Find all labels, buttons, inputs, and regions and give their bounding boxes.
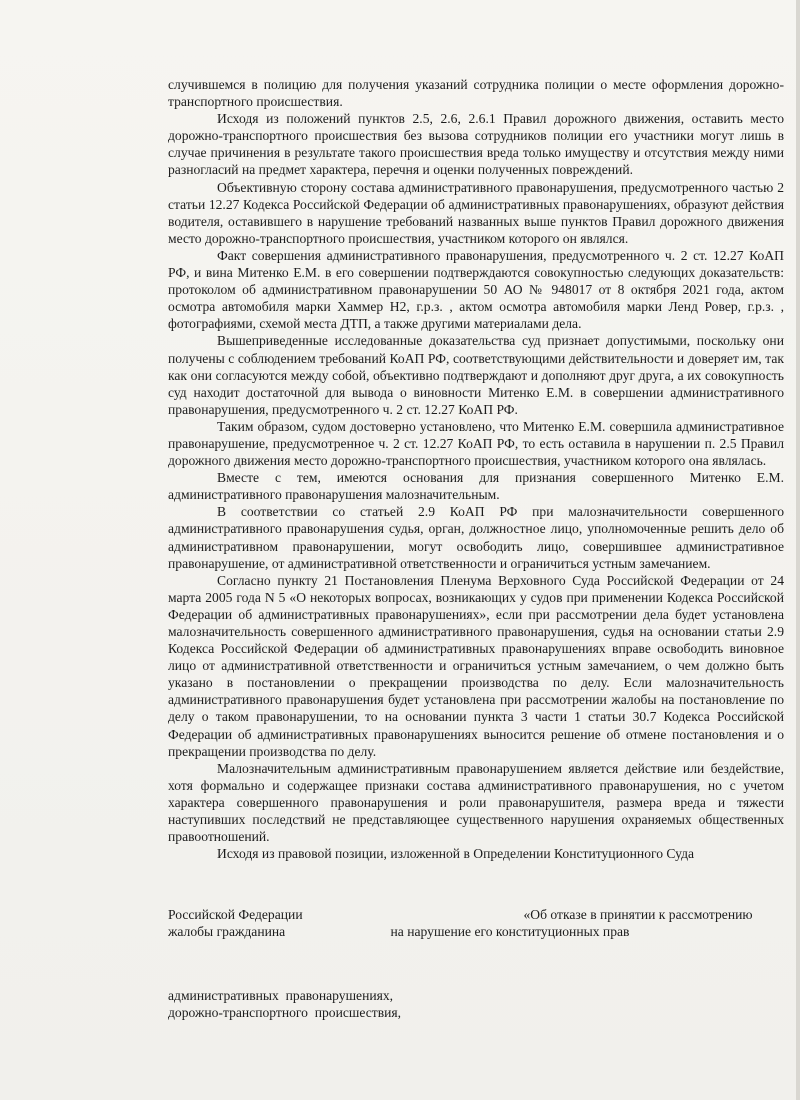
text-fragment-1: Российской Федерации «Об отказе в принятии к рассмотрению xyxy=(168,907,753,922)
document-body xyxy=(168,76,784,862)
text-fragment-4: дорожно-транспортного происшествия, xyxy=(168,1005,402,1020)
paragraph: случившемся в полицию для получения указаний сотрудника полиции о месте оформления дорожно-транспортного происшествия. xyxy=(168,77,784,110)
text-fragment-2: жалобы гражданина на нарушение его конституционных прав xyxy=(168,924,630,939)
paragraph: Малозначительным административным правонарушением является действие или бездействие, хотя формально и содержащее признаки состава административного правонарушения, но с учетом характера совершенного правонарушения и роли правонарушителя, размера вреда и тяжести наступивших последствий не представляющее существенного нарушения охраняемых общественных правоотношений. xyxy=(168,760,784,845)
paragraph: Таким образом, судом достоверно установлено, что Митенко Е.М. совершила административное правонарушение, предусмотренное ч. 2 ст. 12.27 КоАП РФ, то есть оставила в нарушении п. 2.5 Правил дорожного движения место дорожно-транспортного происшествия, участником которого она являлась. xyxy=(168,418,784,469)
paragraph: Согласно пункту 21 Постановления Пленума Верховного Суда Российской Федерации от 24 марта 2005 года N 5 «О некоторых вопросах, возникающих у судов при применении Кодекса Российской Федерации об административных правонарушениях», если при рассмотрении дела будет установлена малозначительность совершенного административного правонарушения, судья на основании статьи 2.9 Кодекса Российской Федерации об административных правонарушениях вправе освободить виновное лицо от административной ответственности и ограничиться устным замечанием, о чем должно быть указано в постановлении о прекращении производства по делу. Если малозначительность административного правонарушения будет установлена при рассмотрении жалобы на постановление по делу о таком правонарушении, то на основании пункта 3 части 1 статьи 30.7 Кодекса Российской Федерации об административных правонарушениях выносится решение об отмене постановления и о прекращении производства по делу. xyxy=(168,572,784,759)
page-edge xyxy=(796,0,800,1100)
paragraph: Вместе с тем, имеются основания для признания совершенного Митенко Е.М. административного правонарушения малозначительным. xyxy=(168,470,784,503)
paragraph: Исходя из правовой позиции, изложенной в Определении Конституционного Суда xyxy=(217,846,695,862)
paragraph: Исходя из положений пунктов 2.5, 2.6, 2.6.1 Правил дорожного движения, оставить место дорожно-транспортного происшествия без вызова сотрудников полиции его участники могут лишь в случае причинения в результате такого происшествия вреда только имуществу и отсутствия между ними разногласий на предмет характера, перечня и оценки полученных повреждений. xyxy=(168,111,784,178)
paragraph: Объективную сторону состава административного правонарушения, предусмотренного частью 2 статьи 12.27 Кодекса Российской Федерации об административных правонарушениях, образуют действия водителя, оставившего в нарушение требований названных выше пунктов Правил дорожного движения место дорожно-транспортного происшествия, участником которого он являлся. xyxy=(168,179,784,246)
text-fragment-3: административных правонарушениях, xyxy=(168,988,394,1003)
paragraph: Факт совершения административного правонарушения, предусмотренного ч. 2 ст. 12.27 КоАП РФ, и вина Митенко Е.М. в его совершении подтверждаются совокупностью следующих доказательств: протоколом об административном правонарушении 50 АО № 948017 от 8 октября 2021 года, актом осмотра автомобиля марки Хаммер Н2, г.р.з. , актом осмотра автомобиля марки Ленд Ровер, г.р.з. , фотографиями, схемой места ДТП, а также другими материалами дела. xyxy=(168,247,784,332)
paragraph: Вышеприведенные исследованные доказательства суд признает допустимыми, поскольку они получены с соблюдением требований КоАП РФ, соответствующими действительности и доверяет им, так как они согласуются между собой, объективно подтверждают и дополняют друг друга, а их совокупность суд находит достаточной для вывода о виновности Митенко Е.М. в совершении административного правонарушения, предусмотренного ч. 2 ст. 12.27 КоАП РФ. xyxy=(168,333,784,417)
paragraph: В соответствии со статьей 2.9 КоАП РФ при малозначительности совершенного административного правонарушения судья, орган, должностное лицо, уполномоченные решить дело об административном правонарушении, могут освободить лицо, совершившее административное правонарушение, от административной ответственности и ограничиться устным замечанием. xyxy=(168,504,784,571)
